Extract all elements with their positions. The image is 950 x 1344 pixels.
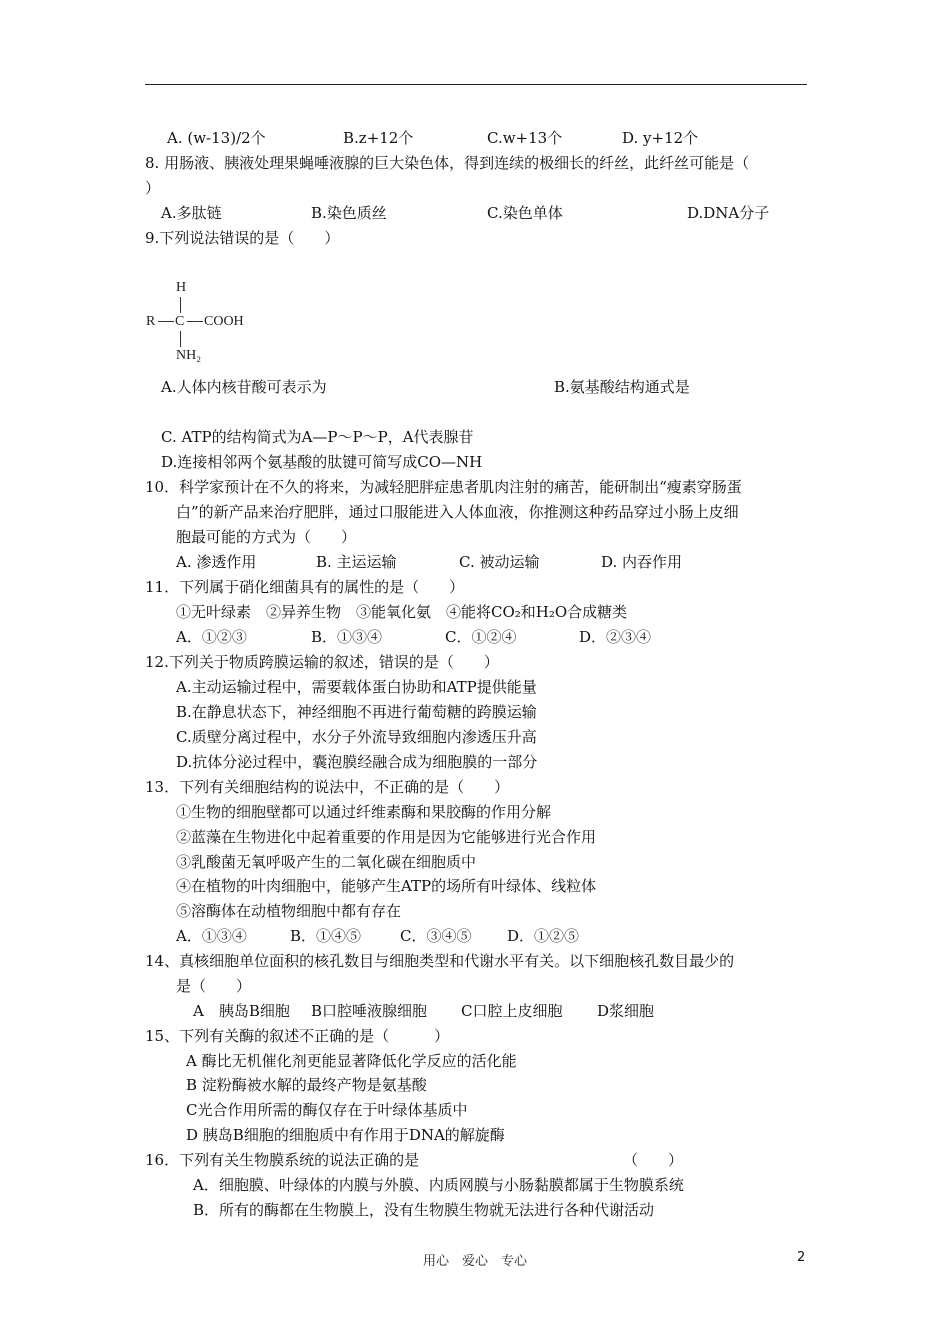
q10-stem-line2: 白”的新产品来治疗肥胖，通过口服能进入人体血液，你推测这种药品穿过小肠上皮细 [176, 503, 739, 521]
q9-stem: 9.下列说法错误的是（ ） [145, 229, 340, 247]
q16-option-a: A．细胞膜、叶绿体的内膜与外膜、内质网膜与小肠黏膜都属于生物膜系统 [193, 1176, 684, 1194]
q16-stem: 16．下列有关生物膜系统的说法正确的是 [145, 1151, 420, 1169]
q13-option-d: D．①②⑤ [507, 927, 580, 945]
q10-stem: 10．科学家预计在不久的将来，为减轻肥胖症患者肌肉注射的痛苦，能研制出“瘦素穿肠蛋 [145, 478, 742, 496]
page-number: 2 [797, 1250, 806, 1265]
q13-item-4: ④在植物的叶肉细胞中，能够产生ATP的场所有叶绿体、线粒体 [176, 877, 597, 895]
formula-h: H [176, 280, 187, 295]
q12-option-b: B.在静息状态下，神经细胞不再进行葡萄糖的跨膜运输 [176, 703, 537, 721]
q11-option-c: C．①②④ [445, 628, 517, 646]
q11-option-a: A．①②③ [176, 628, 247, 646]
q7-option-c: C.w+13个 [487, 129, 563, 147]
q14-option-a: A 胰岛B细胞 [193, 1002, 290, 1020]
q16-option-b: B．所有的酶都在生物膜上，没有生物膜生物就无法进行各种代谢活动 [193, 1201, 655, 1219]
q13-option-b: B．①④⑤ [290, 927, 362, 945]
q14-option-b: B口腔唾液腺细胞 [311, 1002, 428, 1020]
q7-option-d: D. y+12个 [622, 129, 699, 147]
q16-answer-paren: （ ） [623, 1151, 684, 1169]
q8-option-d: D.DNA分子 [687, 204, 770, 222]
q13-option-a: A．①③④ [176, 927, 247, 945]
formula-cooh: COOH [204, 314, 244, 329]
q7-option-b: B.z+12个 [343, 129, 414, 147]
footer-slogan: 用心 爱心 专心 [422, 1254, 527, 1269]
amino-acid-formula [146, 280, 276, 366]
q15-option-c: C光合作用所需的酶仅存在于叶绿体基质中 [186, 1101, 468, 1119]
q8-option-b: B.染色质丝 [311, 204, 387, 222]
q14-option-d: D浆细胞 [597, 1002, 655, 1020]
q11-stem: 11．下列属于硝化细菌具有的属性的是（ ） [145, 578, 465, 596]
q9-option-d: D.连接相邻两个氨基酸的肽键可简写成CO—NH [161, 453, 483, 471]
q7-option-a: A. (w-13)/2个 [167, 129, 266, 147]
q13-item-2: ②蓝藻在生物进化中起着重要的作用是因为它能够进行光合作用 [176, 828, 597, 846]
q14-stem-line2: 是（ ） [176, 977, 252, 995]
q10-stem-line3: 胞最可能的方式为（ ） [176, 528, 357, 546]
q13-item-5: ⑤溶酶体在动植物细胞中都有存在 [176, 902, 402, 920]
q15-stem: 15、下列有关酶的叙述不正确的是（ ） [145, 1027, 450, 1045]
q9-option-a: A.人体内核苷酸可表示为 [161, 378, 327, 396]
q13-option-c: C．③④⑤ [400, 927, 472, 945]
q12-option-c: C.质壁分离过程中，水分子外流导致细胞内渗透压升高 [176, 728, 537, 746]
q10-option-a: A. 渗透作用 [176, 553, 257, 571]
q8-option-c: C.染色单体 [487, 204, 563, 222]
q12-stem: 12.下列关于物质跨膜运输的叙述，错误的是（ ） [145, 653, 499, 671]
formula-bond-bottom [180, 331, 181, 347]
formula-c: C [175, 314, 185, 329]
q9-option-c: C. ATP的结构简式为A—P～P～P，A代表腺苷 [161, 428, 474, 446]
q14-stem: 14、真核细胞单位面积的核孔数目与细胞类型和代谢水平有关。以下细胞核孔数目最少的 [145, 952, 735, 970]
q9-option-b: B.氨基酸结构通式是 [554, 378, 690, 396]
q8-option-a: A.多肽链 [161, 204, 222, 222]
q13-stem: 13．下列有关细胞结构的说法中，不正确的是（ ） [145, 778, 510, 796]
q15-option-b: B 淀粉酶被水解的最终产物是氨基酸 [186, 1076, 427, 1094]
q11-option-b: B．①③④ [311, 628, 383, 646]
q15-option-d: D 胰岛B细胞的细胞质中有作用于DNA的解旋酶 [186, 1126, 505, 1144]
q13-item-3: ③乳酸菌无氧呼吸产生的二氧化碳在细胞质中 [176, 853, 477, 871]
q12-option-d: D.抗体分泌过程中，囊泡膜经融合成为细胞膜的一部分 [176, 753, 538, 771]
q11-items: ①无叶绿素 ②异养生物 ③能氧化氨 ④能将CO₂和H₂O合成糖类 [176, 603, 628, 621]
formula-bond-right [187, 321, 203, 322]
header-rule [145, 84, 807, 85]
formula-bond-top [180, 297, 181, 313]
q10-option-d: D. 内吞作用 [601, 553, 683, 571]
q8-stem-cont: ） [145, 179, 161, 197]
formula-nh2: NH₂ [176, 348, 202, 363]
q13-item-1: ①生物的细胞壁都可以通过纤维素酶和果胶酶的作用分解 [176, 803, 552, 821]
formula-r: R [146, 314, 156, 329]
q10-option-b: B. 主运运输 [316, 553, 397, 571]
q12-option-a: A.主动运输过程中，需要载体蛋白协助和ATP提供能量 [176, 678, 537, 696]
q11-option-d: D．②③④ [579, 628, 652, 646]
q14-option-c: C口腔上皮细胞 [461, 1002, 563, 1020]
q15-option-a: A 酶比无机催化剂更能显著降低化学反应的活化能 [186, 1052, 517, 1070]
formula-bond-left [158, 321, 174, 322]
q10-option-c: C. 被动运输 [459, 553, 540, 571]
q8-stem: 8. 用肠液、胰液处理果蝇唾液腺的巨大染色体，得到连续的极细长的纤丝，此纤丝可能是（ [145, 154, 750, 172]
